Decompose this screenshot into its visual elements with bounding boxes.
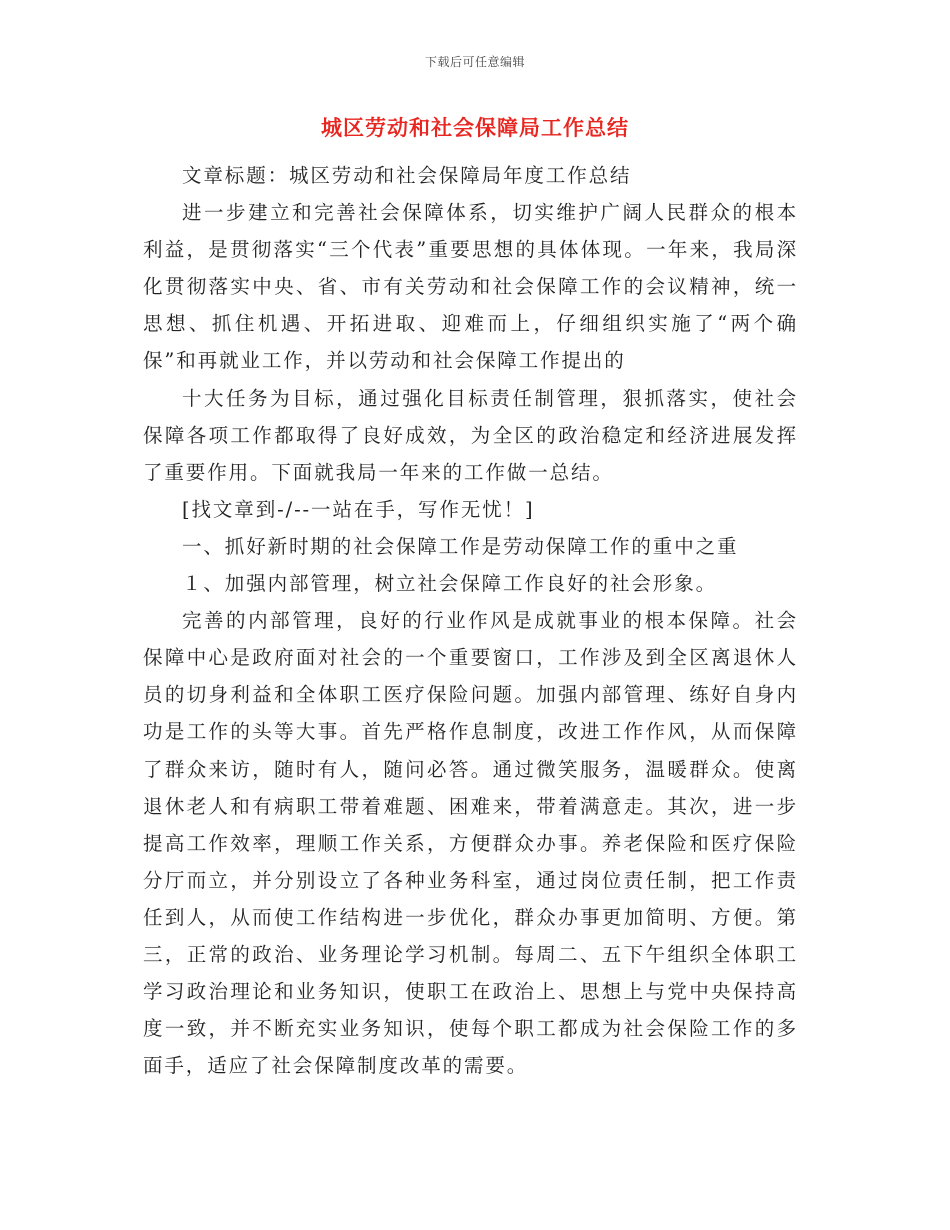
section-heading: 一、抓好新时期的社会保障工作是劳动保障工作的重中之重 — [182, 534, 739, 558]
promo-line: [找文章到-/--一站在手，写作无忧！] — [182, 497, 535, 521]
body-paragraph: 十大任务为目标，通过强化目标责任制管理，狠抓落实，使社会保障各项工作都取得了良好成效，为全区的政治稳定和经济进展发挥了重要作用。下面就我局一年来的工作做一总结。 — [143, 386, 798, 484]
article-title-line: 文章标题：城区劳动和社会保障局年度工作总结 — [182, 164, 632, 187]
body-paragraph: 进一步建立和完善社会保障体系，切实维护广阔人民群众的根本利益，是贯彻落实“三个代表”重要思想的具体体现。一年来，我局深化贯彻落实中央、省、市有关劳动和社会保障工作的会议精神，统一思想、抓住机遇、开拓进取、迎难而上，仔细组织实施了“两个确保”和再就业工作，并以劳动和社会保障工作提出的 — [143, 201, 798, 373]
header-note: 下载后可任意编辑 — [424, 55, 525, 69]
body-paragraph: 完善的内部管理，良好的行业作风是成就事业的根本保障。社会保障中心是政府面对社会的一个重要窗口，工作涉及到全区离退休人员的切身利益和全体职工医疗保险问题。加强内部管理、练好自身内功是工作的头等大事。首先严格作息制度，改进工作作风，从而保障了群众来访，随时有人，随问必答。通过微笑服务，温暖群众。使离退休老人和有病职工带着难题、困难来，带着满意走。其次，进一步提高工作效率，理顺工作关系，方便群众办事。养老保险和医疗保险分厅而立，并分别设立了各种业务科室，通过岗位责任制，把工作责任到人，从而使工作结构进一步优化，群众办事更加简明、方便。第三，正常的政治、业务理论学习机制。每周二、五下午组织全体职工学习政治理论和业务知识，使职工在政治上、思想上与党中央保持高度一致，并不断充实业务知识，使每个职工都成为社会保险工作的多面手，适应了社会保障制度改革的需要。 — [143, 609, 798, 1078]
document-title: 城区劳动和社会保障局工作总结 — [321, 115, 629, 140]
subsection-heading: １、加强内部管理，树立社会保障工作良好的社会形象。 — [182, 572, 718, 596]
document-body — [143, 157, 798, 1084]
